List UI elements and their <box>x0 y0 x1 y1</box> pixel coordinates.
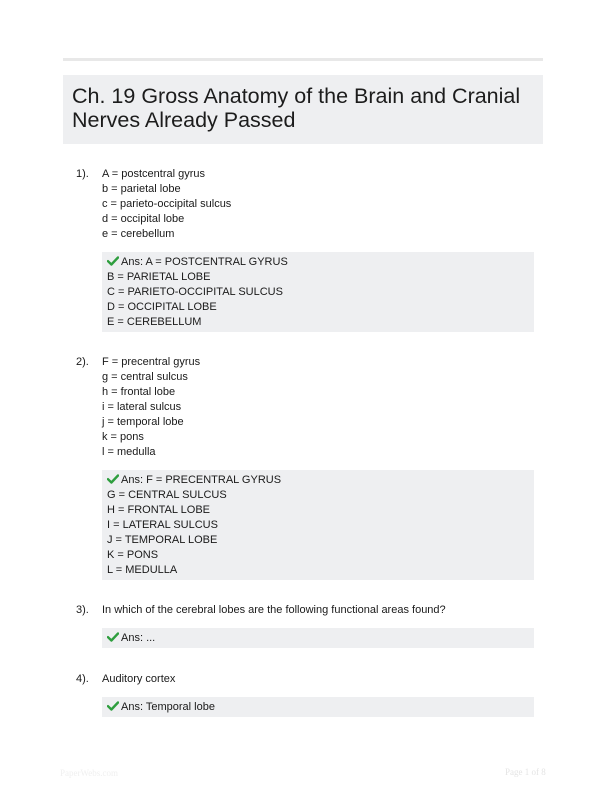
question-line: g = central sulcus <box>102 371 188 383</box>
checkmark-icon <box>107 474 119 484</box>
question-line: In which of the cerebral lobes are the following functional areas found? <box>102 604 446 616</box>
answer-line: H = FRONTAL LOBE <box>107 504 210 516</box>
answer-box <box>102 697 534 717</box>
answer-line: K = PONS <box>107 549 159 561</box>
answer-text: Ans: Temporal lobe <box>121 701 215 713</box>
answer-text: Ans: F = PRECENTRAL GYRUS <box>121 474 282 486</box>
answer-line <box>107 255 534 270</box>
question-line: F = precentral gyrus <box>102 356 201 368</box>
checkmark-icon <box>107 256 119 266</box>
question-number: 3). <box>76 604 89 616</box>
answer-line: D = OCCIPITAL LOBE <box>107 301 217 313</box>
question-text <box>102 672 542 687</box>
answer-text: Ans: ... <box>121 632 156 644</box>
question-line: Auditory cortex <box>102 673 176 685</box>
question-line: h = frontal lobe <box>102 386 176 398</box>
answer-line <box>107 631 534 646</box>
answer-box <box>102 252 534 332</box>
question-line: c = parieto-occipital sulcus <box>102 198 232 210</box>
answer-line <box>107 700 534 715</box>
answer-line: L = MEDULLA <box>107 564 178 576</box>
checkmark-icon <box>107 632 119 642</box>
answer-line: C = PARIETO-OCCIPITAL SULCUS <box>107 286 283 298</box>
question-line: l = medulla <box>102 446 156 458</box>
question-text <box>102 167 542 242</box>
question-line: b = parietal lobe <box>102 183 181 195</box>
footer-watermark: PaperWebs.com <box>60 768 119 778</box>
question-line: A = postcentral gyrus <box>102 168 206 180</box>
title-line: Nerves Already Passed <box>72 108 296 132</box>
question-number: 1). <box>76 168 89 180</box>
question-number: 2). <box>76 356 89 368</box>
answer-line: I = LATERAL SULCUS <box>107 519 218 531</box>
document-title <box>63 75 543 144</box>
question-line: j = temporal lobe <box>102 416 184 428</box>
answer-line: E = CEREBELLUM <box>107 316 202 328</box>
question-line: d = occipital lobe <box>102 213 185 225</box>
question-text <box>102 355 542 460</box>
question-line: k = pons <box>102 431 144 443</box>
title-line: Ch. 19 Gross Anatomy of the Brain and Cranial <box>72 84 521 108</box>
question-line: e = cerebellum <box>102 228 175 240</box>
answer-line: G = CENTRAL SULCUS <box>107 489 227 501</box>
answer-box <box>102 628 534 648</box>
top-rule <box>63 58 543 61</box>
answer-line <box>107 473 534 488</box>
question-number: 4). <box>76 673 89 685</box>
page-number: Page 1 of 8 <box>505 767 546 777</box>
checkmark-icon <box>107 701 119 711</box>
question-line: i = lateral sulcus <box>102 401 182 413</box>
answer-text: Ans: A = POSTCENTRAL GYRUS <box>121 256 288 268</box>
answer-line: J = TEMPORAL LOBE <box>107 534 218 546</box>
question-text <box>102 603 542 618</box>
answer-line: B = PARIETAL LOBE <box>107 271 211 283</box>
answer-box <box>102 470 534 580</box>
